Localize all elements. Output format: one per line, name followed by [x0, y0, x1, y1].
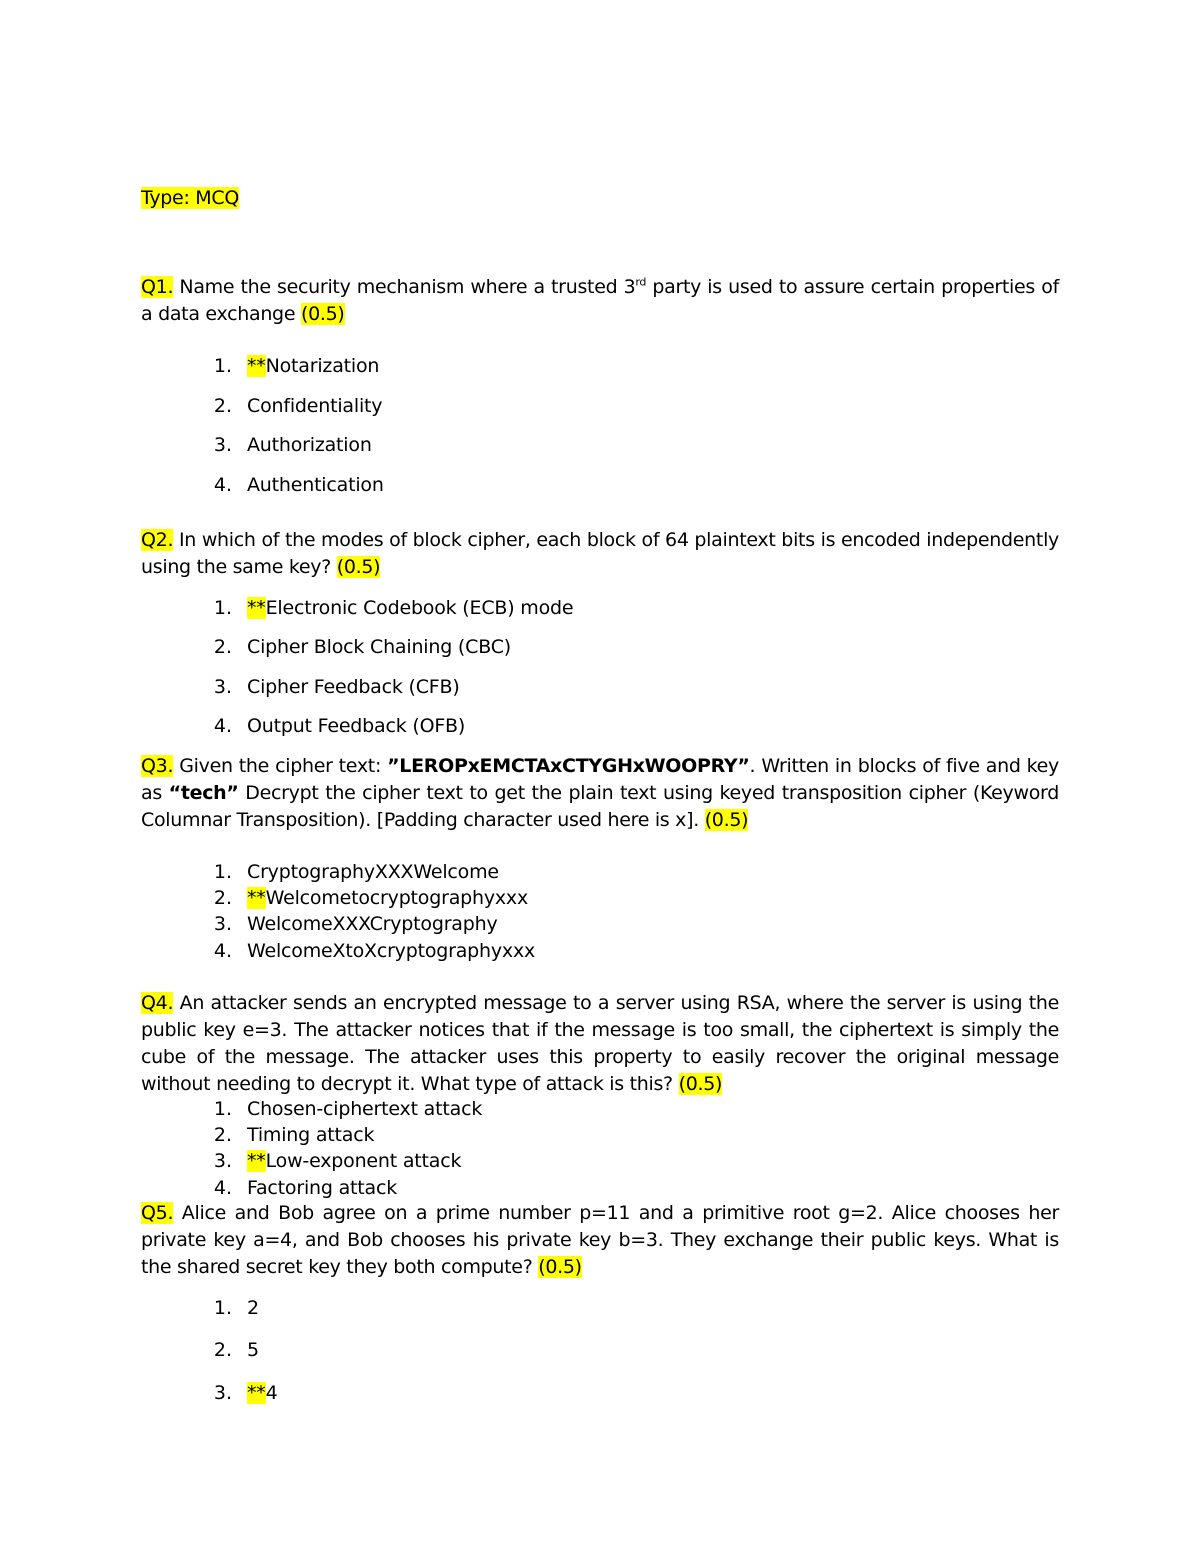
q3-cipher-text: ”LEROPxEMCTAxCTYGHxWOOPRY”	[387, 755, 750, 777]
q5-option-number: 3.	[213, 1382, 232, 1404]
q5-text: Alice and Bob agree on a prime number p=11 and a primitive root g=2. Alice chooses her private key a=4, and Bob chooses his private key b=3. They exchange their public keys. What is the shared secret key they both compute?	[141, 1202, 1059, 1278]
question-1	[141, 274, 1059, 328]
question-5	[141, 1200, 1059, 1281]
q5-option-3	[247, 1382, 278, 1404]
q1-option-1	[247, 355, 379, 377]
q2-text: In which of the modes of block cipher, each block of 64 plaintext bits is encoded independently using the same key?	[141, 529, 1059, 578]
q3-text-c: Decrypt the cipher text to get the plain text using keyed transposition cipher (Keyword Columnar Transposition). [Padding character used here is x].	[141, 782, 1059, 831]
q4-marks: (0.5)	[678, 1073, 723, 1095]
q1-sup: rd	[635, 275, 647, 289]
q4-text: An attacker sends an encrypted message to a server using RSA, where the server is using the public key e=3. The attacker notices that if the message is too small, the ciphertext is simply the cube of the message. The attacker uses this property to easily recover the original message without needing to decrypt it. What type of attack is this?	[141, 992, 1059, 1095]
q2-option-number: 4.	[213, 715, 232, 737]
q2-marks: (0.5)	[336, 556, 381, 578]
q1-option-1-text: Notarization	[265, 355, 380, 377]
question-3	[141, 753, 1059, 834]
q3-text-b: . Written in blocks of five and key as	[141, 755, 1059, 804]
q3-key: “tech”	[168, 782, 239, 804]
q1-text-b: party is used to assure certain properties of a data exchange	[141, 276, 1059, 325]
answer-marker: **	[247, 887, 266, 909]
q5-option-number: 2.	[213, 1339, 232, 1361]
q1-option-3: Authorization	[247, 434, 372, 456]
q4-option-3	[247, 1150, 461, 1172]
q5-label: Q5.	[141, 1202, 174, 1224]
q3-marks: (0.5)	[704, 809, 749, 831]
q2-option-2: Cipher Block Chaining (CBC)	[247, 636, 511, 658]
answer-marker: **	[247, 1382, 266, 1404]
q3-option-3: WelcomeXXXCryptography	[247, 913, 498, 935]
question-4	[141, 990, 1059, 1098]
q3-option-1: CryptographyXXXWelcome	[247, 861, 499, 883]
answer-marker: **	[247, 597, 266, 619]
q3-option-number: 2.	[213, 887, 232, 909]
q2-option-4: Output Feedback (OFB)	[247, 715, 466, 737]
q1-option-number: 1.	[213, 355, 232, 377]
q5-marks: (0.5)	[538, 1256, 582, 1278]
q4-option-number: 2.	[213, 1124, 232, 1146]
q4-label: Q4.	[141, 992, 174, 1014]
q2-option-number: 2.	[213, 636, 232, 658]
q3-label: Q3.	[141, 755, 174, 777]
answer-marker: **	[247, 1150, 266, 1172]
q3-option-4: WelcomeXtoXcryptographyxxx	[247, 940, 536, 962]
q3-option-2-text: Welcometocryptographyxxx	[265, 887, 529, 909]
q2-label: Q2.	[141, 529, 174, 551]
q1-option-number: 4.	[213, 474, 232, 496]
q1-option-number: 2.	[213, 395, 232, 417]
q2-option-1-text: Electronic Codebook (ECB) mode	[265, 597, 574, 619]
q5-option-number: 1.	[213, 1297, 232, 1319]
q1-label: Q1.	[141, 276, 174, 298]
type-line	[141, 187, 1059, 209]
q3-option-number: 1.	[213, 861, 232, 883]
type-label: Type: MCQ	[141, 187, 239, 209]
q4-option-number: 3.	[213, 1150, 232, 1172]
q1-marks: (0.5)	[300, 303, 345, 325]
question-2	[141, 527, 1059, 581]
q1-option-number: 3.	[213, 434, 232, 456]
q4-option-number: 1.	[213, 1098, 232, 1120]
q3-option-number: 4.	[213, 940, 232, 962]
q4-option-4: Factoring attack	[247, 1177, 398, 1199]
q5-option-2: 5	[247, 1339, 259, 1361]
q2-option-number: 3.	[213, 676, 232, 698]
q2-option-number: 1.	[213, 597, 232, 619]
q3-option-number: 3.	[213, 913, 232, 935]
q4-option-3-text: Low-exponent attack	[265, 1150, 462, 1172]
q1-option-2: Confidentiality	[247, 395, 383, 417]
q1-option-4: Authentication	[247, 474, 384, 496]
q2-option-3: Cipher Feedback (CFB)	[247, 676, 460, 698]
q2-option-1	[247, 597, 573, 619]
q5-option-1: 2	[247, 1297, 259, 1319]
q4-option-number: 4.	[213, 1177, 232, 1199]
q3-text-a: Given the cipher text:	[173, 755, 388, 777]
q1-text-a: Name the security mechanism where a trusted 3	[173, 276, 636, 298]
q3-option-2	[247, 887, 528, 909]
q4-option-2: Timing attack	[247, 1124, 375, 1146]
answer-marker: **	[247, 355, 266, 377]
q5-option-3-text: 4	[265, 1382, 278, 1404]
q4-option-1: Chosen-ciphertext attack	[247, 1098, 483, 1120]
